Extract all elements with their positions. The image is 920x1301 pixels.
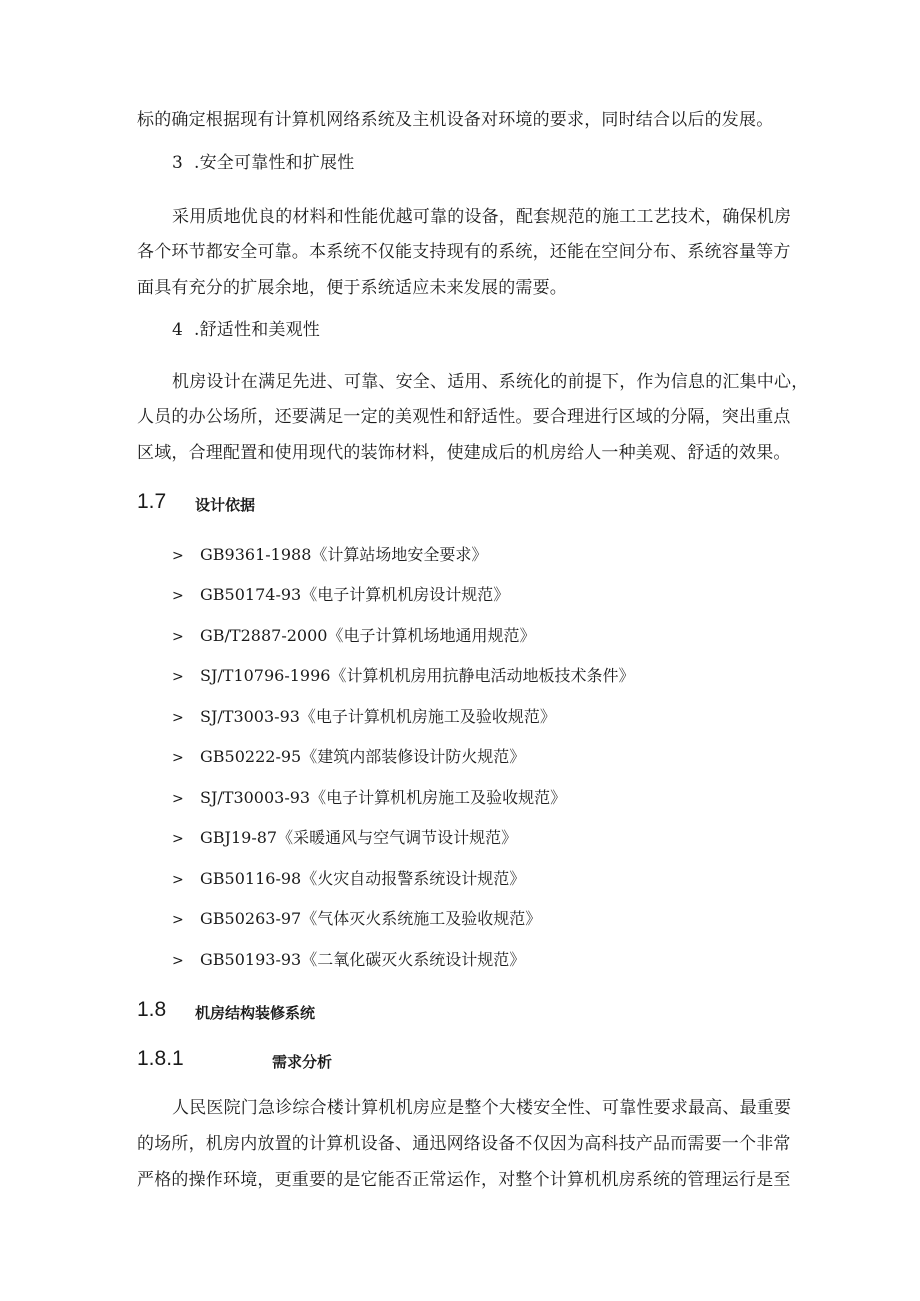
bullet-icon: > [172, 588, 184, 604]
bullet-icon: > [172, 953, 184, 969]
bullet-icon: > [172, 791, 184, 807]
paragraph-line: 采用质地优良的材料和性能优越可靠的设备，配套规范的施工工艺技术，确保机房 [172, 207, 792, 227]
list-item-3 [172, 151, 832, 175]
paragraph-line: 各个环节都安全可靠。本系统不仅能支持现有的系统，还能在空间分布、系统容量等方 [137, 242, 791, 262]
bullet-icon: > [172, 629, 184, 645]
heading-number: 1.8 [137, 998, 167, 1021]
bullet-icon: > [172, 710, 184, 726]
list-title: .安全可靠性和扩展性 [194, 153, 355, 173]
bullet-icon: > [172, 669, 184, 685]
standard-item: > GB50263-97《气体灭火系统施工及验收规范》 [172, 908, 541, 931]
paragraph-line: 区域，合理配置和使用现代的装饰材料，使建成后的机房给人一种美观、舒适的效果。 [137, 443, 791, 463]
list-item-4 [172, 318, 832, 342]
paragraph-line: 面具有充分的扩展余地，便于系统适应未来发展的需要。 [137, 278, 567, 298]
section-heading-1-8-1 [137, 1047, 333, 1075]
paragraph-line: 标的确定根据现有计算机网络系统及主机设备对环境的要求，同时结合以后的发展。 [137, 110, 774, 130]
heading-number: 1.7 [137, 490, 167, 513]
paragraph-line: 严格的操作环境，更重要的是它能否正常运作，对整个计算机机房系统的管理运行是至 [137, 1170, 791, 1190]
bullet-icon: > [172, 548, 184, 564]
list-title: .舒适性和美观性 [194, 320, 321, 340]
heading-number: 1.8.1 [137, 1047, 184, 1070]
standard-item: > GB50116-98《火灾自动报警系统设计规范》 [172, 868, 525, 891]
standard-item: > GB50174-93《电子计算机机房设计规范》 [172, 584, 509, 607]
bullet-icon: > [172, 750, 184, 766]
standard-item: > SJ/T10796-1996《计算机机房用抗静电活动地板技术条件》 [172, 665, 634, 688]
standard-item: > GB50193-93《二氧化碳灭火系统设计规范》 [172, 949, 525, 972]
standard-item: > GB9361-1988《计算站场地安全要求》 [172, 544, 487, 567]
heading-title: 机房结构装修系统 [195, 1004, 316, 1022]
standard-item: > GB/T2887-2000《电子计算机场地通用规范》 [172, 625, 535, 648]
section-heading-1-7 [137, 490, 256, 518]
bullet-icon: > [172, 831, 184, 847]
standard-item: > SJ/T30003-93《电子计算机机房施工及验收规范》 [172, 787, 566, 810]
paragraph-line: 的场所，机房内放置的计算机设备、通迅网络设备不仅因为高科技产品而需要一个非常 [137, 1134, 791, 1154]
bullet-icon: > [172, 912, 184, 928]
paragraph-line: 人员的办公场所，还要满足一定的美观性和舒适性。要合理进行区域的分隔，突出重点 [137, 407, 791, 427]
heading-title: 需求分析 [272, 1053, 333, 1071]
list-number: 3 [172, 153, 184, 173]
section-heading-1-8 [137, 998, 316, 1026]
standard-item: > GBJ19-87《采暖通风与空气调节设计规范》 [172, 827, 517, 850]
heading-title: 设计依据 [195, 496, 256, 514]
list-number: 4 [172, 320, 184, 340]
paragraph-line: 人民医院门急诊综合楼计算机机房应是整个大楼安全性、可靠性要求最高、最重要 [172, 1098, 792, 1118]
standard-item: > GB50222-95《建筑内部装修设计防火规范》 [172, 746, 525, 769]
paragraph-line: 机房设计在满足先进、可靠、安全、适用、系统化的前提下，作为信息的汇集中心， [172, 372, 809, 392]
standard-item: > SJ/T3003-93《电子计算机机房施工及验收规范》 [172, 706, 556, 729]
bullet-icon: > [172, 872, 184, 888]
